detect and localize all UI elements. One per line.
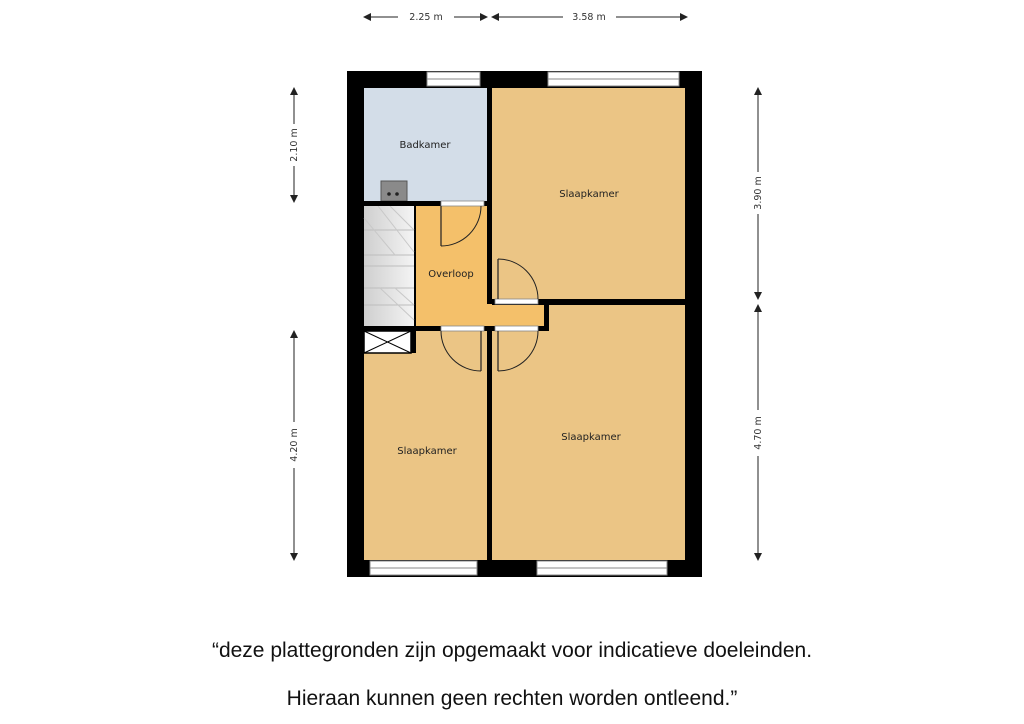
room-label-overloop: Overloop [428,269,474,280]
window [548,72,679,86]
window [370,561,477,575]
dimension-label: 4.20 m [289,428,300,462]
window [537,561,667,575]
dimension-label: 2.10 m [289,128,300,162]
dimension-label: 4.70 m [753,416,764,450]
sink-icon [381,181,407,201]
dimension-label: 3.90 m [753,176,764,210]
dimension-right-lower [753,305,764,560]
disclaimer-line-1: “deze plattegronden zijn opgemaakt voor indicatieve doeleinden. [211,639,813,662]
room-label-slaapkamer-top-right: Slaapkamer [559,189,619,200]
inner-wall [487,326,492,560]
staircase [364,206,414,326]
dimension-left-lower [289,331,300,560]
window [427,72,480,86]
storage-cupboard [364,331,411,353]
inner-wall-storage [411,326,416,353]
room-label-slaapkamer-bottom-right: Slaapkamer [561,432,621,443]
dimension-label: 3.58 m [572,12,606,23]
room-label-slaapkamer-bottom-left: Slaapkamer [397,446,457,457]
inner-wall [487,88,492,304]
dimension-left-upper [289,88,300,202]
dimension-top-right [492,12,687,23]
room-label-badkamer: Badkamer [399,140,451,151]
dimension-right-upper [753,88,764,299]
room-overloop-extension [487,304,544,326]
dimension-label: 2.25 m [409,12,443,23]
disclaimer-line-2: Hieraan kunnen geen rechten worden ontleend.” [286,687,738,710]
dimension-top-left [364,12,487,23]
